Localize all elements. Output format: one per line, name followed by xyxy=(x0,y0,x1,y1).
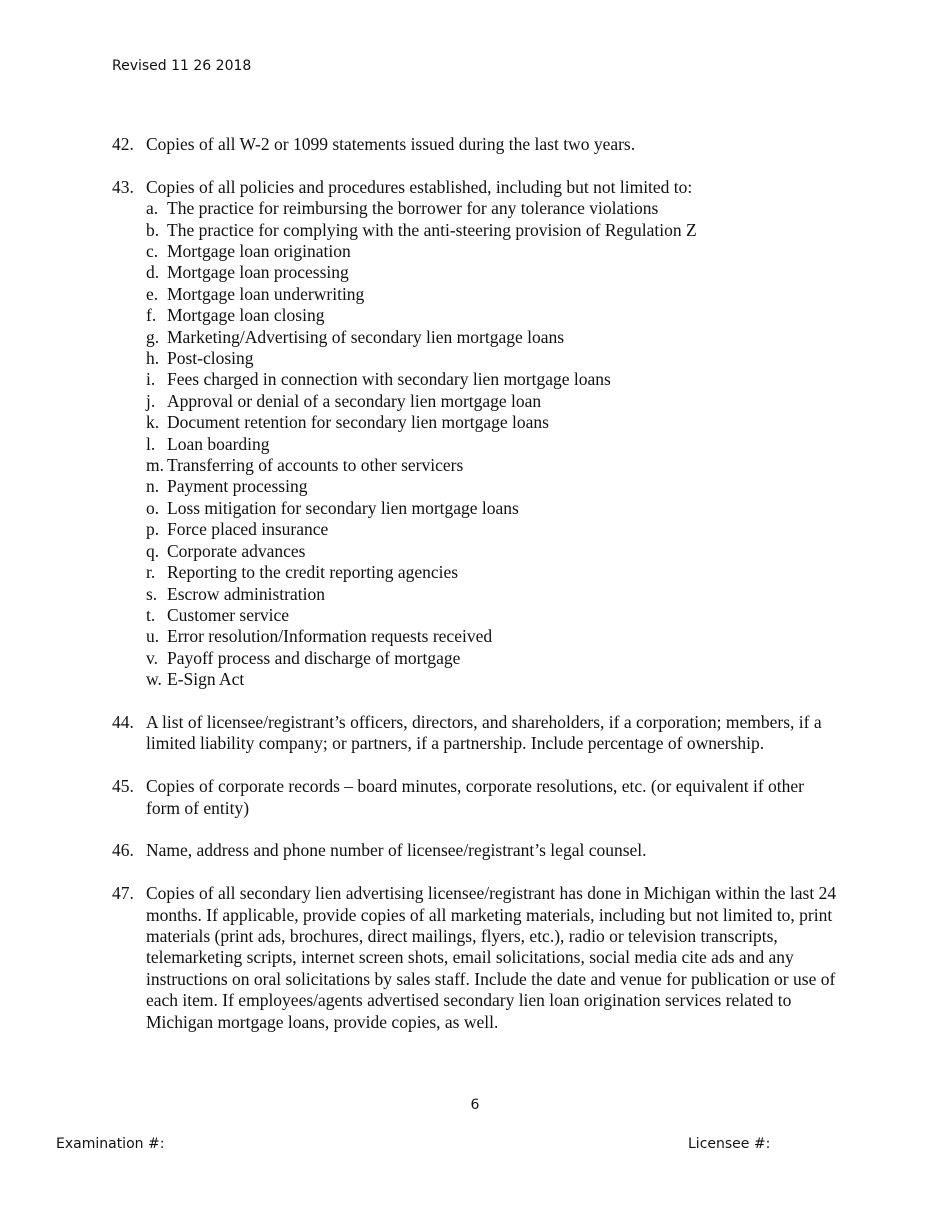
document-body xyxy=(112,134,842,1054)
sub-text: Mortgage loan processing xyxy=(167,262,349,283)
sub-text: Mortgage loan origination xyxy=(167,241,351,262)
list-item-42 xyxy=(112,134,842,155)
sub-letter: p. xyxy=(146,519,160,540)
sub-letter: n. xyxy=(146,476,160,497)
sub-letter: v. xyxy=(146,647,158,668)
item-text: Copies of all policies and procedures established, including but not limited to: xyxy=(146,176,693,197)
sub-text: Post-closing xyxy=(167,348,254,369)
sub-letter: a. xyxy=(146,198,159,219)
examination-number-label: Examination #: xyxy=(56,1136,165,1152)
sub-item-l xyxy=(146,434,842,455)
sub-item-q xyxy=(146,541,842,562)
sub-text: Force placed insurance xyxy=(167,519,329,540)
sub-item-e xyxy=(146,284,842,305)
list-item-45 xyxy=(112,776,842,819)
sub-item-r xyxy=(146,562,842,583)
sub-item-o xyxy=(146,498,842,519)
sub-text: Loan boarding xyxy=(167,433,270,454)
sub-letter: s. xyxy=(146,583,158,604)
list-item-44 xyxy=(112,712,842,755)
list-item-43 xyxy=(112,177,842,691)
sub-item-u xyxy=(146,626,842,647)
sub-letter: q. xyxy=(146,540,160,561)
sub-letter: e. xyxy=(146,283,159,304)
sub-letter: w. xyxy=(146,669,162,690)
sub-item-k xyxy=(146,412,842,433)
sub-item-t xyxy=(146,605,842,626)
sub-text: Marketing/Advertising of secondary lien mortgage loans xyxy=(167,326,565,347)
sub-item-c xyxy=(146,241,842,262)
sub-item-m xyxy=(146,455,842,476)
item-number: 44. xyxy=(112,711,134,732)
revision-note: Revised 11 26 2018 xyxy=(112,58,252,74)
sub-text: The practice for reimbursing the borrower for any tolerance violations xyxy=(167,198,659,219)
sub-text: The practice for complying with the anti-steering provision of Regulation Z xyxy=(167,219,697,240)
list-item-47 xyxy=(112,883,842,1033)
sub-item-j xyxy=(146,391,842,412)
sub-text: Approval or denial of a secondary lien mortgage loan xyxy=(167,390,542,411)
sub-item-n xyxy=(146,476,842,497)
item-number: 45. xyxy=(112,776,134,797)
sub-text: Document retention for secondary lien mortgage loans xyxy=(167,412,549,433)
sub-item-w xyxy=(146,669,842,690)
sub-letter: g. xyxy=(146,326,160,347)
sub-text: Fees charged in connection with secondary lien mortgage loans xyxy=(167,369,611,390)
item-body xyxy=(146,177,842,691)
item-number: 42. xyxy=(112,134,134,154)
item-number: 43. xyxy=(112,176,134,197)
sub-item-d xyxy=(146,262,842,283)
sub-letter: t. xyxy=(146,604,156,625)
sub-letter: j. xyxy=(146,390,156,411)
policy-sublist xyxy=(146,198,842,690)
sub-letter: f. xyxy=(146,305,157,326)
sub-text: Error resolution/Information requests received xyxy=(167,626,493,647)
sub-text: Reporting to the credit reporting agencies xyxy=(167,562,459,583)
sub-letter: m. xyxy=(146,455,164,476)
sub-text: Payoff process and discharge of mortgage xyxy=(167,647,461,668)
licensee-number-label: Licensee #: xyxy=(688,1136,771,1152)
sub-item-g xyxy=(146,327,842,348)
sub-item-v xyxy=(146,648,842,669)
item-text: Copies of corporate records – board minutes, corporate resolutions, etc. (or equivalent if other form of entity) xyxy=(146,776,804,818)
sub-text: Mortgage loan underwriting xyxy=(167,283,365,304)
list-item-46 xyxy=(112,840,842,861)
sub-text: Customer service xyxy=(167,604,289,625)
sub-item-b xyxy=(146,220,842,241)
sub-letter: l. xyxy=(146,433,156,454)
sub-item-s xyxy=(146,584,842,605)
sub-item-f xyxy=(146,305,842,326)
sub-letter: b. xyxy=(146,219,160,240)
sub-letter: i. xyxy=(146,369,156,390)
sub-letter: c. xyxy=(146,241,159,262)
item-text: Copies of all W-2 or 1099 statements issued during the last two years. xyxy=(146,134,636,154)
sub-item-p xyxy=(146,519,842,540)
sub-letter: o. xyxy=(146,497,160,518)
sub-letter: r. xyxy=(146,562,156,583)
sub-letter: h. xyxy=(146,348,160,369)
item-number: 47. xyxy=(112,883,134,904)
sub-text: E-Sign Act xyxy=(167,669,245,690)
item-text: A list of licensee/registrant’s officers, directors, and shareholders, if a corporation; members, if a limited liability company; or partners, if a partnership. Include percentage of ownership. xyxy=(146,711,822,754)
item-text: Copies of all secondary lien advertising licensee/registrant has done in Michigan within the last 24 months. If applicable, provide copies of all marketing materials, including but not limited to, print materials (print ads, brochures, direct mailings, flyers, etc.), radio or television transcripts, telemarketing scripts, internet screen shots, email solicitations, social media cite ads and any instructions on oral solicitations by sales staff. Include the date and venue for publication or use of each item. If employees/agents advertised secondary lien loan origination services related to Michigan mortgage loans, provide copies, as well. xyxy=(146,883,837,1032)
sub-letter: k. xyxy=(146,412,160,433)
sub-item-i xyxy=(146,369,842,390)
item-number: 46. xyxy=(112,840,134,861)
item-text: Name, address and phone number of licensee/registrant’s legal counsel. xyxy=(146,840,647,861)
sub-text: Payment processing xyxy=(167,476,308,497)
sub-letter: d. xyxy=(146,262,160,283)
sub-letter: u. xyxy=(146,626,160,647)
sub-item-h xyxy=(146,348,842,369)
sub-text: Loss mitigation for secondary lien mortgage loans xyxy=(167,497,519,518)
sub-item-a xyxy=(146,198,842,219)
sub-text: Mortgage loan closing xyxy=(167,305,325,326)
sub-text: Transferring of accounts to other servicers xyxy=(167,455,464,476)
sub-text: Corporate advances xyxy=(167,540,306,561)
page-number: 6 xyxy=(470,1097,480,1113)
sub-text: Escrow administration xyxy=(167,583,325,604)
